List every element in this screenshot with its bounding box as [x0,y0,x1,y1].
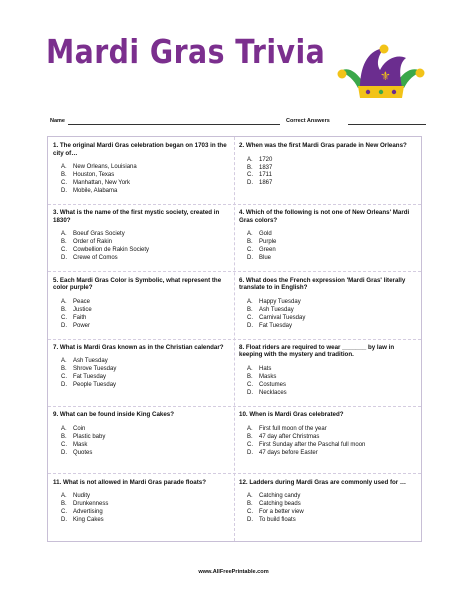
question-card [48,204,233,270]
answer-option [247,231,419,239]
answer-option [61,315,233,323]
option-text: Hats [259,366,272,373]
option-letter: B. [247,306,253,313]
answer-option [247,442,419,450]
option-letter: D. [247,389,253,396]
answer-options [53,299,233,331]
option-letter: A. [247,156,253,163]
option-text: Fat Tuesday [73,374,107,381]
option-letter: C. [61,180,67,186]
option-text: Drunkenness [73,501,109,507]
option-letter: C. [61,314,67,321]
answer-option [247,323,419,331]
option-letter: B. [247,501,253,507]
option-letter: C. [247,247,253,254]
option-letter: D. [61,187,67,194]
option-text: Justice [73,306,92,313]
answer-option [247,315,419,323]
option-letter: A. [247,493,253,500]
correct-answers-field[interactable] [348,124,426,125]
option-text: Coin [73,425,86,432]
option-letter: A. [247,298,253,305]
name-field[interactable] [68,124,280,125]
option-letter: D. [247,180,253,187]
footer-url: www.AllFreePrintable.com [198,569,269,575]
option-letter: D. [61,382,67,389]
answer-option [61,493,233,501]
answer-options [53,164,233,196]
option-text: Green [259,247,276,254]
answer-option [247,247,419,255]
answer-option [61,299,233,307]
question-card [48,474,233,540]
answer-option [247,255,419,263]
option-text: Shrove Tuesday [73,366,117,373]
option-letter: D. [61,322,67,329]
answer-options [239,231,419,263]
question-text: 7. What is Mardi Gras known as in the Christian calendar? [53,343,224,351]
answer-option [247,390,419,398]
option-text: Costumes [259,381,287,388]
page-title: Mardi Gras Trivia [46,32,326,71]
option-letter: B. [61,239,67,246]
option-text: Order of Rakin [73,239,113,246]
option-letter: C. [61,247,67,254]
option-letter: A. [61,493,67,500]
option-text: Happy Tuesday [259,298,301,305]
question-text: 9. What can be found inside King Cakes? [53,411,175,419]
option-text: Mask [73,441,88,448]
answer-option [61,164,233,172]
option-letter: D. [247,255,253,262]
option-letter: A. [61,298,67,305]
option-letter: B. [247,373,253,380]
option-text: Catching beads [259,501,301,507]
option-letter: A. [61,358,67,365]
option-letter: C. [247,172,253,179]
option-text: First full moon of the year [259,425,327,432]
svg-text:⚜: ⚜ [380,69,391,83]
option-letter: C. [61,508,67,515]
option-text: First Sunday after the Paschal full moon [259,441,366,448]
option-letter: B. [247,239,253,246]
answer-options [53,426,233,458]
option-letter: A. [247,231,253,238]
option-letter: B. [61,501,67,507]
option-text: Blue [259,255,272,262]
option-letter: C. [61,374,67,381]
answer-option [247,299,419,307]
answer-option [61,323,233,331]
question-text: 3. What is the name of the first mystic society, created in 1830? [53,209,220,224]
answer-option [61,442,233,450]
question-card [48,137,233,203]
option-text: 1711 [259,172,272,179]
option-text: 1867 [259,180,273,187]
option-text: Catching candy [259,493,301,500]
option-text: Faith [73,314,87,321]
option-text: Boeuf Gras Society [73,231,125,238]
question-text: 2. When was the first Mardi Gras parade in New Orleans? [239,142,407,149]
option-letter: C. [61,441,67,448]
option-text: Manhattan, New York [73,180,131,186]
correct-answers-label: Correct Answers [286,118,330,124]
option-text: Advertising [73,508,103,515]
option-letter: B. [247,433,253,440]
answer-option [247,239,419,247]
option-text: Ash Tuesday [259,306,294,313]
option-text: 47 days before Easter [259,449,318,456]
option-letter: B. [61,172,67,179]
answer-option [247,366,419,374]
question-text: 1. The original Mardi Gras celebration began on 1703 in the city of… [53,142,227,157]
question-card [234,137,419,203]
option-letter: A. [61,164,67,171]
question-text: 4. Which of the following is not one of New Orleans' Mardi Gras colors? [239,209,410,224]
question-card [234,339,419,405]
answer-option [61,426,233,434]
option-letter: A. [61,231,67,238]
option-text: For a better view [259,508,304,515]
question-text: 10. When is Mardi Gras celebrated? [239,411,344,419]
answer-option [61,434,233,442]
answer-option [247,180,419,188]
question-text: 5. Each Mardi Gras Color is Symbolic, what represent the color purple? [53,276,222,292]
option-letter: D. [247,449,253,456]
student-info-row [50,118,430,128]
option-letter: D. [61,449,67,456]
answer-option [247,517,419,525]
answer-options [53,493,233,525]
answer-option [247,426,419,434]
answer-option [61,509,233,517]
option-text: King Cakes [73,516,104,523]
option-text: 47 day after Christmas [259,433,320,440]
question-text: 8. Float riders are required to wear _______ by law in keeping with the mystery and tradition. [239,343,395,359]
option-letter: B. [247,164,253,171]
option-text: Fat Tuesday [259,322,293,329]
option-text: People Tuesday [73,382,117,389]
answer-option [61,517,233,525]
answer-options [239,366,419,398]
option-text: Plastic baby [73,433,106,440]
answer-option [247,374,419,382]
option-text: Nudity [73,493,91,500]
option-letter: D. [247,516,253,523]
answer-option [247,450,419,458]
option-letter: C. [247,381,253,388]
option-letter: C. [247,441,253,448]
option-text: Crewe of Comos [73,255,118,262]
answer-option [61,382,233,390]
answer-option [61,188,233,196]
question-text: 12. Ladders during Mardi Gras are commonly used for … [239,478,407,486]
question-text: 6. What does the French expression 'Mardi Gras' literally translate to in English? [239,276,406,292]
answer-option [247,307,419,315]
option-letter: D. [61,516,67,523]
option-text: Mobile, Alabama [73,187,118,194]
option-letter: D. [247,322,253,329]
jester-hat-icon [336,44,426,102]
option-text: Houston, Texas [73,172,115,179]
answer-options [239,426,419,458]
answer-option [247,509,419,517]
option-text: Peace [73,298,91,305]
option-letter: B. [61,366,67,373]
question-card [234,474,419,540]
option-text: 1720 [259,156,273,163]
option-letter: D. [61,255,67,262]
option-letter: A. [247,425,253,432]
answer-options [239,493,419,525]
answer-option [61,172,233,180]
option-letter: C. [247,508,253,515]
answer-option [247,493,419,501]
answer-option [247,382,419,390]
question-card [234,204,419,270]
answer-option [247,434,419,442]
option-letter: A. [61,425,67,432]
option-text: Masks [259,373,277,380]
question-text: 11. What is not allowed in Mardi Gras parade floats? [53,478,207,486]
name-label: Name [50,118,65,124]
option-text: Cowbellion de Rakin Society [73,247,150,254]
answer-option [61,255,233,263]
answer-options [239,299,419,331]
answer-option [61,374,233,382]
answer-option [247,157,419,165]
option-text: Carnival Tuesday [259,314,306,321]
answer-option [61,180,233,188]
option-text: 1837 [259,164,273,171]
answer-option [247,172,419,180]
answer-option [61,366,233,374]
question-card [48,406,233,472]
answer-option [61,239,233,247]
answer-option [61,307,233,315]
answer-option [61,231,233,239]
option-text: Ash Tuesday [73,358,108,365]
question-card [48,339,233,405]
answer-option [61,247,233,255]
option-letter: B. [61,306,67,313]
answer-options [53,358,233,390]
option-text: Quotes [73,449,93,456]
answer-option [247,165,419,173]
answer-options [239,157,419,189]
option-text: Necklaces [259,389,287,396]
option-text: To build floats [259,516,296,523]
option-text: Power [73,322,91,329]
option-letter: C. [247,314,253,321]
answer-option [247,501,419,509]
option-text: Purple [259,239,277,246]
option-letter: B. [61,433,67,440]
option-text: Gold [259,231,272,238]
option-letter: A. [247,366,253,373]
question-card [234,272,419,338]
answer-option [61,501,233,509]
answer-options [53,231,233,263]
question-card [48,272,233,338]
answer-option [61,450,233,458]
answer-option [61,358,233,366]
option-text: New Orleans, Louisiana [73,164,137,171]
question-card [234,406,419,472]
